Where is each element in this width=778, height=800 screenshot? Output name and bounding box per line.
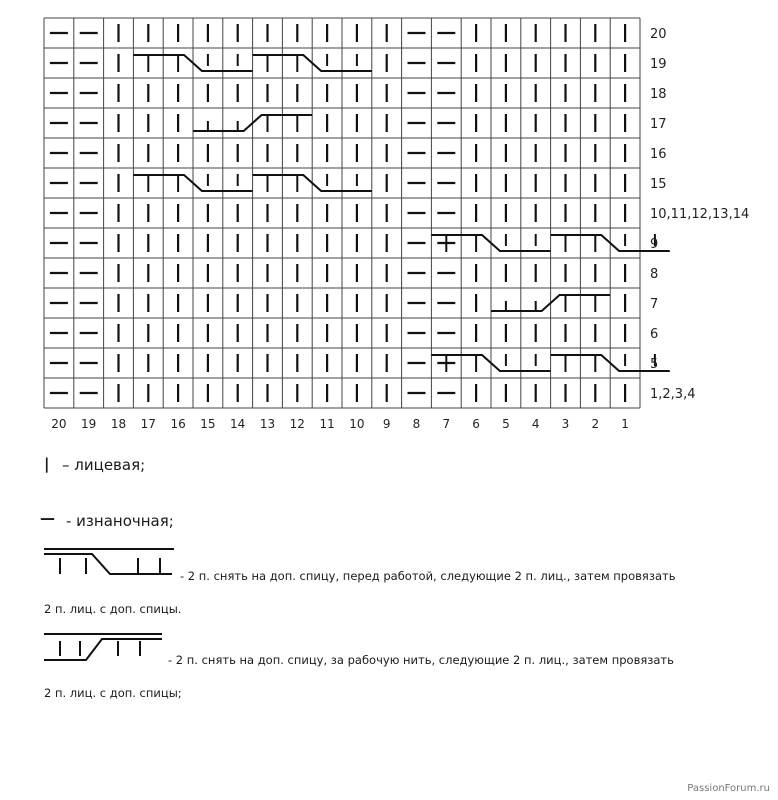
row-label: 8 [650,267,659,282]
legend-knit-symbol: | [44,455,50,473]
watermark: PassionForum.ru [687,783,770,794]
row-label: 19 [650,57,667,72]
legend-knit-text: – лицевая; [62,456,146,474]
cable-front-symbol [44,549,174,574]
row-label: 7 [650,297,659,312]
row-label: 1,2,3,4 [650,387,696,402]
row-label: 18 [650,87,667,102]
legend-cable-back-text-1: - 2 п. снять на доп. спицу, за рабочую нить, следующие 2 п. лиц., затем провязать [168,653,674,667]
column-label: 3 [561,417,570,431]
column-label: 5 [502,417,510,431]
row-label: 20 [650,27,667,42]
column-label: 4 [531,417,540,431]
column-label: 19 [81,417,97,431]
cable-back-symbol [44,634,162,660]
column-label: 20 [51,417,67,431]
column-label: 12 [289,417,305,431]
row-label: 9 [650,237,659,252]
column-label: 2 [591,417,600,431]
column-label: 8 [412,417,421,431]
legend-cable-back-text-2: 2 п. лиц. с доп. спицы; [44,686,182,700]
legend-cable-symbols [0,0,200,680]
column-label: 13 [259,417,276,431]
row-label: 17 [650,117,667,132]
row-label: 16 [650,147,667,162]
legend-cable-front-text-2: 2 п. лиц. с доп. спицы. [44,602,182,616]
legend-cable-front-text-1: - 2 п. снять на доп. спицу, перед работой, следующие 2 п. лиц., затем провязать [180,569,676,583]
legend-purl-symbol: — [40,509,55,527]
column-label: 1 [621,417,629,431]
row-label: 10,11,12,13,14 [650,207,750,222]
column-label: 11 [319,417,335,431]
column-label: 18 [110,417,127,431]
row-label: 15 [650,177,667,192]
row-labels [650,27,749,402]
column-label: 15 [200,417,216,431]
column-label: 17 [140,417,156,431]
row-label: 6 [650,327,659,342]
column-label: 14 [230,417,246,431]
column-label: 9 [382,417,391,431]
column-label: 7 [442,417,451,431]
column-label: 16 [170,417,186,431]
row-label: 5 [650,357,659,372]
column-label: 10 [349,417,365,431]
legend-purl-text: - изнаночная; [66,512,174,530]
column-label: 6 [472,417,480,431]
